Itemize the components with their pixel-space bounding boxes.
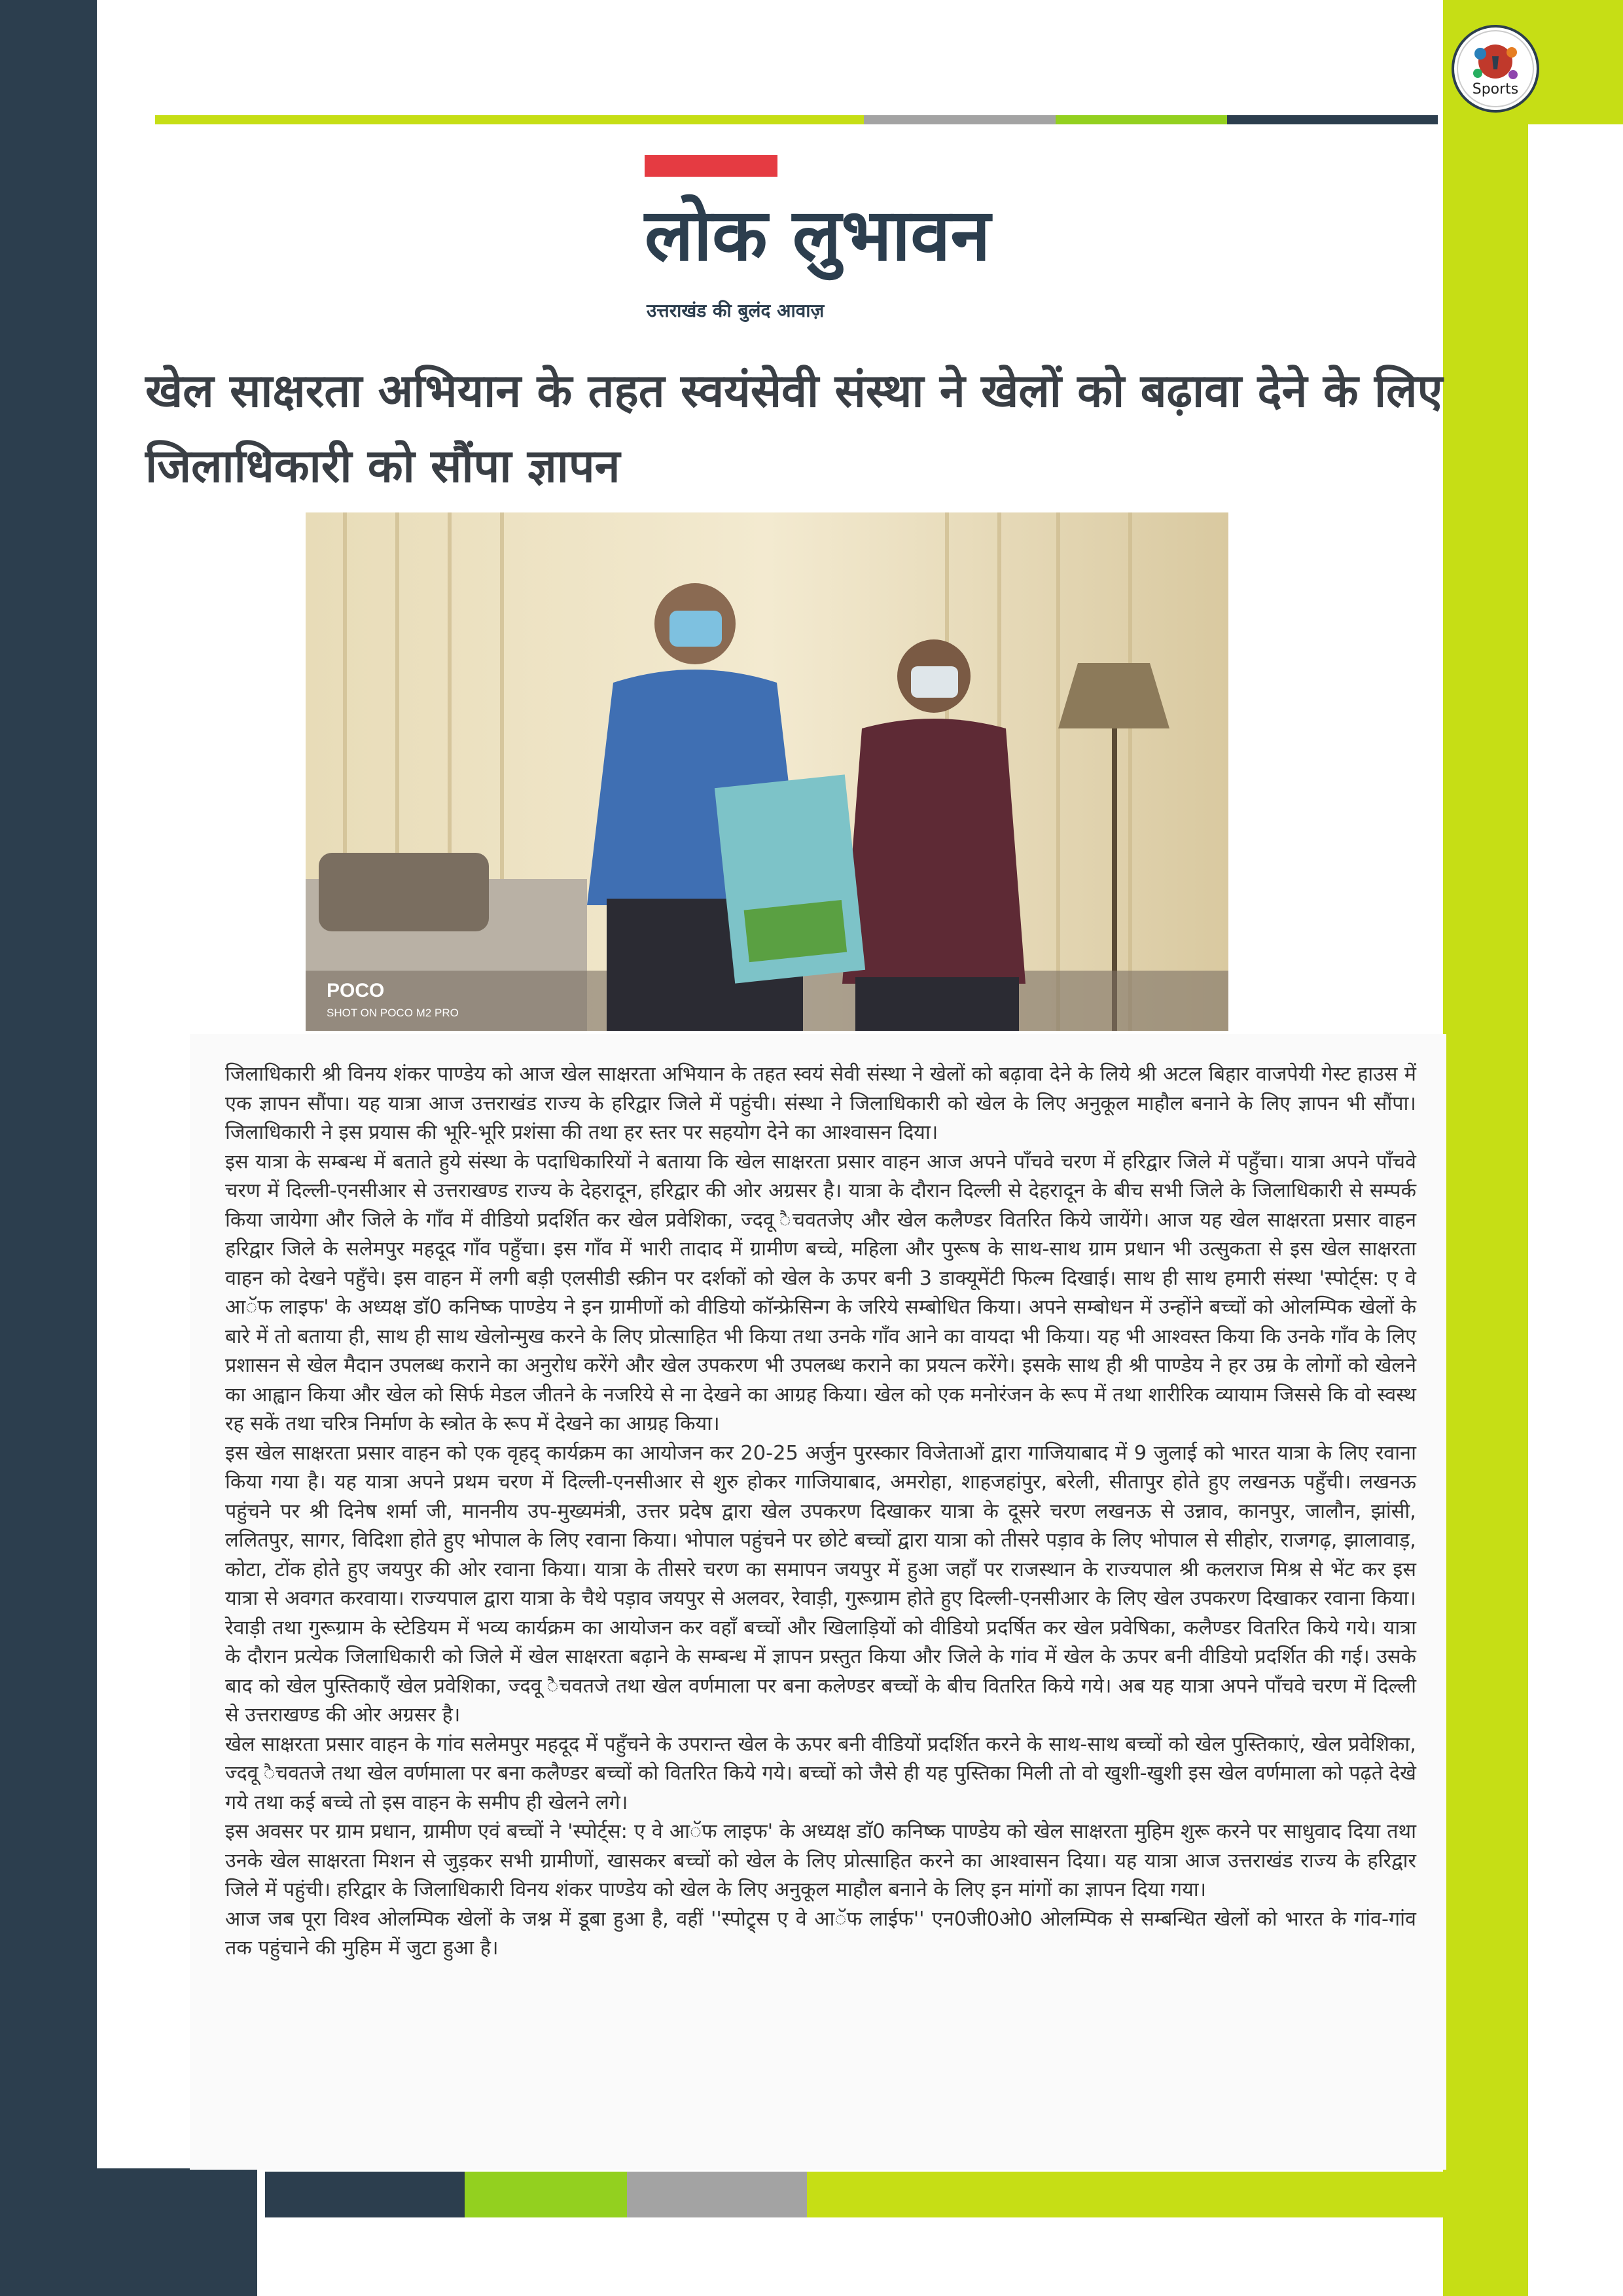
masthead-red-bar	[645, 155, 777, 177]
badge-label: Sports	[1472, 81, 1519, 98]
photo-scene-illustration	[306, 512, 1228, 1031]
article-panel	[190, 1034, 1446, 2170]
news-photo	[306, 512, 1228, 1031]
article-paragraph: इस खेल साक्षरता प्रसार वाहन को एक वृहद् कार्यक्रम का आयोजन कर 20-25 अर्जुन पुरस्कार विजेताओं द्वारा गाजियाबाद में 9 जुलाई को भारत यात्रा के लिए रवाना किया गया है। यह यात्रा अपने प्रथम चरण में दिल्ली-एनसीआर से शुरु होकर गाजियाबाद, अमरोहा, शाहजहांपुर, बरेली, सीतापुर होते हुए लखनऊ पहुँची। लखनऊ पहुंचने पर श्री दिनेष शर्मा जी, माननीय उप-मुख्यमंत्री, उत्तर प्रदेष द्वारा खेल उपकरण दिखाकर यात्रा के दूसरे चरण लखनऊ से उन्नाव, कानपुर, जालौन, झांसी, ललितपुर, सागर, विदिशा होते हुए भोपाल के लिए रवाना किया। भोपाल पहुंचने पर छोटे बच्चों द्वारा यात्रा को तीसरे पड़ाव के लिए भोपाल से सीहोर, राजगढ़, झालावाड़, कोटा, टोंक होते हुए जयपुर की ओर रवाना किया। यात्रा के तीसरे चरण का समापन जयपुर में हुआ जहाँ पर राजस्थान के राज्यपाल श्री कलराज मिश्र से भेंट कर इस यात्रा से अवगत करवाया। राज्यपाल द्वारा यात्रा के चैथे पड़ाव जयपुर से अलवर, रेवाड़ी, गुरूग्राम होते हुए दिल्ली-एनसीआर के लिए खेल उपकरण दिखाकर रवाना किया। रेवाड़ी तथा गुरूग्राम के स्टेडियम में भव्य कार्यक्रम का आयोजन कर वहाँ बच्चों और खिलाड़ियों को वीडियो प्रदर्षित कर खेल प्रवेषिका, कलैण्डर वितरित किये गये। यात्रा के दौरान प्रत्येक जिलाधिकारी को जिले में खेल साक्षरता बढ़ाने के सम्बन्ध में ज्ञापन प्रस्तुत किया और जिले के गांव में खेल के ऊपर बनी वीडियो प्रदर्शित की गई। उसके बाद को खेल पुस्तिकाएँ खेल प्रवेशिका, ज्दवू ैचवतजे तथा खेल वर्णमाला पर बना कलेण्डर बच्चों के बीच वितरित किये गये। अब यह यात्रा अपने पाँचवे चरण में दिल्ली से उत्तराखण्ड की ओर अग्रसर है।	[225, 1441, 1416, 1727]
top-color-stripe	[155, 115, 1438, 124]
right-lime-band	[1443, 0, 1528, 2296]
stripe-segment-navy	[1227, 115, 1438, 124]
stripe-segment-green	[1056, 115, 1227, 124]
stripe-segment-lime	[155, 115, 864, 124]
photo-watermark-brand: POCO	[327, 980, 385, 1001]
masthead-tagline: उत्तराखंड की बुलंद आवाज़	[647, 300, 825, 321]
article-body	[225, 1060, 1416, 1964]
article-paragraph: इस अवसर पर ग्राम प्रधान, ग्रामीण एवं बच्चों ने 'स्पोर्ट्स: ए वे आॅफ लाइफ' के अध्यक्ष डाॅ0 कनिष्क पाण्डेय को खेल साक्षरता मुहिम शुरू करने पर साधुवाद दिया तथा उनके खेल साक्षरता मिशन से जुड़कर सभी ग्रामीणों, खासकर बच्चों को खेल के लिए प्रोत्साहित करने का आश्वासन दिया। यह यात्रा आज उत्तराखंड राज्य के हरिद्वार जिले में पहुंची। हरिद्वार के जिलाधिकारी विनय शंकर पाण्डेय को खेल के लिए अनुकूल माहौल बनाने के लिए इन मांगों का ज्ञापन दिया गया।	[225, 1820, 1416, 1901]
bottom-color-stripe	[265, 2172, 1479, 2217]
left-navy-foot-block	[97, 2168, 257, 2296]
stripe-segment-green	[465, 2172, 627, 2217]
sports-emblem-icon	[1454, 27, 1537, 110]
article-paragraph: खेल साक्षरता प्रसार वाहन के गांव सलेमपुर महदूद में पहुँचने के उपरान्त खेल के ऊपर बनी वीडियों प्रदर्शित करने के साथ-साथ बच्चों को खेल पुस्तिकाएं, खेल प्रवेशिका, ज्दवू ैचवतजे तथा खेल वर्णमाला पर बना कलैण्डर बच्चों को वितरित किये गये। बच्चों को जैसे ही यह पुस्तिका मिली तो वो खुशी-खुशी इस खेल वर्णमाला को पढ़ते देखे गये तथा कई बच्चे तो इस वाहन के समीप ही खेलने लगे।	[225, 1732, 1416, 1814]
stripe-segment-lime	[807, 2172, 1479, 2217]
article-paragraph: इस यात्रा के सम्बन्ध में बताते हुये संस्था के पदाधिकारियों ने बताया कि खेल साक्षरता प्रसार वाहन आज अपने पाँचवे चरण में हरिद्वार जिले में पहुँचा। यात्रा अपने पाँचवे चरण में दिल्ली-एनसीआर से उत्तराखण्ड राज्य के देहरादून, हरिद्वार की ओर अग्रसर है। यात्रा के दौरान दिल्ली से देहरादून के बीच सभी जिले के जिलाधिकारी से सम्पर्क किया जायेगा और जिले के गाँव में वीडियो प्रदर्शित कर खेल प्रवेशिका, ज्दवू ैचवतजेए और खेल कलैण्डर वितरित किये जायेंगे। आज यह खेल साक्षरता प्रसार वाहन हरिद्वार जिले के सलेमपुर महदूद गाँव पहुँचा। इस गाँव में भारी तादाद में ग्रामीण बच्चे, महिला और पुरूष के साथ-साथ ग्राम प्रधान भी उत्सुकता से इस खेल साक्षरता वाहन को देखने पहुँचे। इस वाहन में लगी बड़ी एलसीडी स्क्रीन पर दर्शकों को खेल के ऊपर बनी 3 डाक्यूमेंटी फिल्म दिखाई। साथ ही साथ हमारी संस्था 'स्पोर्ट्स: ए वे आॅफ लाइफ' के अध्यक्ष डाॅ0 कनिष्क पाण्डेय ने इन ग्रामीणों को वीडियो काॅन्फ्रेसिन्ग के जरिये सम्बोधित किया। अपने सम्बोधन में उन्होंने बच्चों को ओलम्पिक खेलों के बारे में तो बताया ही, साथ ही साथ खेलोन्मुख करने के लिए प्रोत्साहित भी किया तथा उनके गाँव आने का वायदा भी किया। यह भी आश्वस्त किया कि उनके गाँव के लिए प्रशासन से खेल मैदान उपलब्ध कराने का अनुरोध करेंगे और खेल उपकरण भी उपलब्ध कराने का प्रयत्न करेंगे। इसके साथ ही श्री पाण्डेय ने हर उम्र के लोगों को खेलने का आह्वान किया और खेल को सिर्फ मेडल जीतने के नजरिये से ना देखने का आग्रह किया। खेल को एक मनोरंजन के रूप में तथा शारीरिक व्यायाम जिससे कि वो स्वस्थ रह सकें तथा चरित्र निर्माण के स्त्रोत के रूप में देखने का आग्रह किया।	[225, 1150, 1416, 1435]
article-paragraph: जिलाधिकारी श्री विनय शंकर पाण्डेय को आज खेल साक्षरता अभियान के तहत स्वयं सेवी संस्था ने खेलों को बढ़ावा देने के लिये श्री अटल बिहार वाजपेयी गेस्ट हाउस में एक ज्ञापन सौंपा। यह यात्रा आज उत्तराखंड राज्य के हरिद्वार जिले में पहुंची। संस्था ने जिलाधिकारी को खेल के लिए अनुकूल माहौल बनाने के लिए ज्ञापन भी सौंपा। जिलाधिकारी ने इस प्रयास की भूरि-भूरि प्रशंसा की तथा हर स्तर पर सहयोग देने का आश्वासन दिया।	[225, 1063, 1416, 1144]
article-paragraph: आज जब पूरा विश्व ओलम्पिक खेलों के जश्न में डूबा हुआ है, वहीं ''स्पोट्र्स ए वे आॅफ लाईफ'' एन0जी0ओ0 ओलम्पिक से सम्बन्धित खेलों को भारत के गांव-गांव तक पहुंचाने की मुहिम में जुटा हुआ है।	[225, 1907, 1416, 1960]
article-headline: खेल साक्षरता अभियान के तहत स्वयंसेवी संस्था ने खेलों को बढ़ावा देने के लिए जिलाधिकारी को सौंपा ज्ञापन	[145, 364, 1443, 493]
stripe-segment-gray	[864, 115, 1056, 124]
masthead-title: लोक लुभावन	[645, 192, 991, 277]
photo-watermark-sub: SHOT ON POCO M2 PRO	[327, 1007, 459, 1019]
left-navy-band	[0, 0, 97, 2296]
stripe-segment-navy	[265, 2172, 465, 2217]
stripe-segment-gray	[627, 2172, 807, 2217]
sports-logo-badge	[1452, 25, 1539, 113]
